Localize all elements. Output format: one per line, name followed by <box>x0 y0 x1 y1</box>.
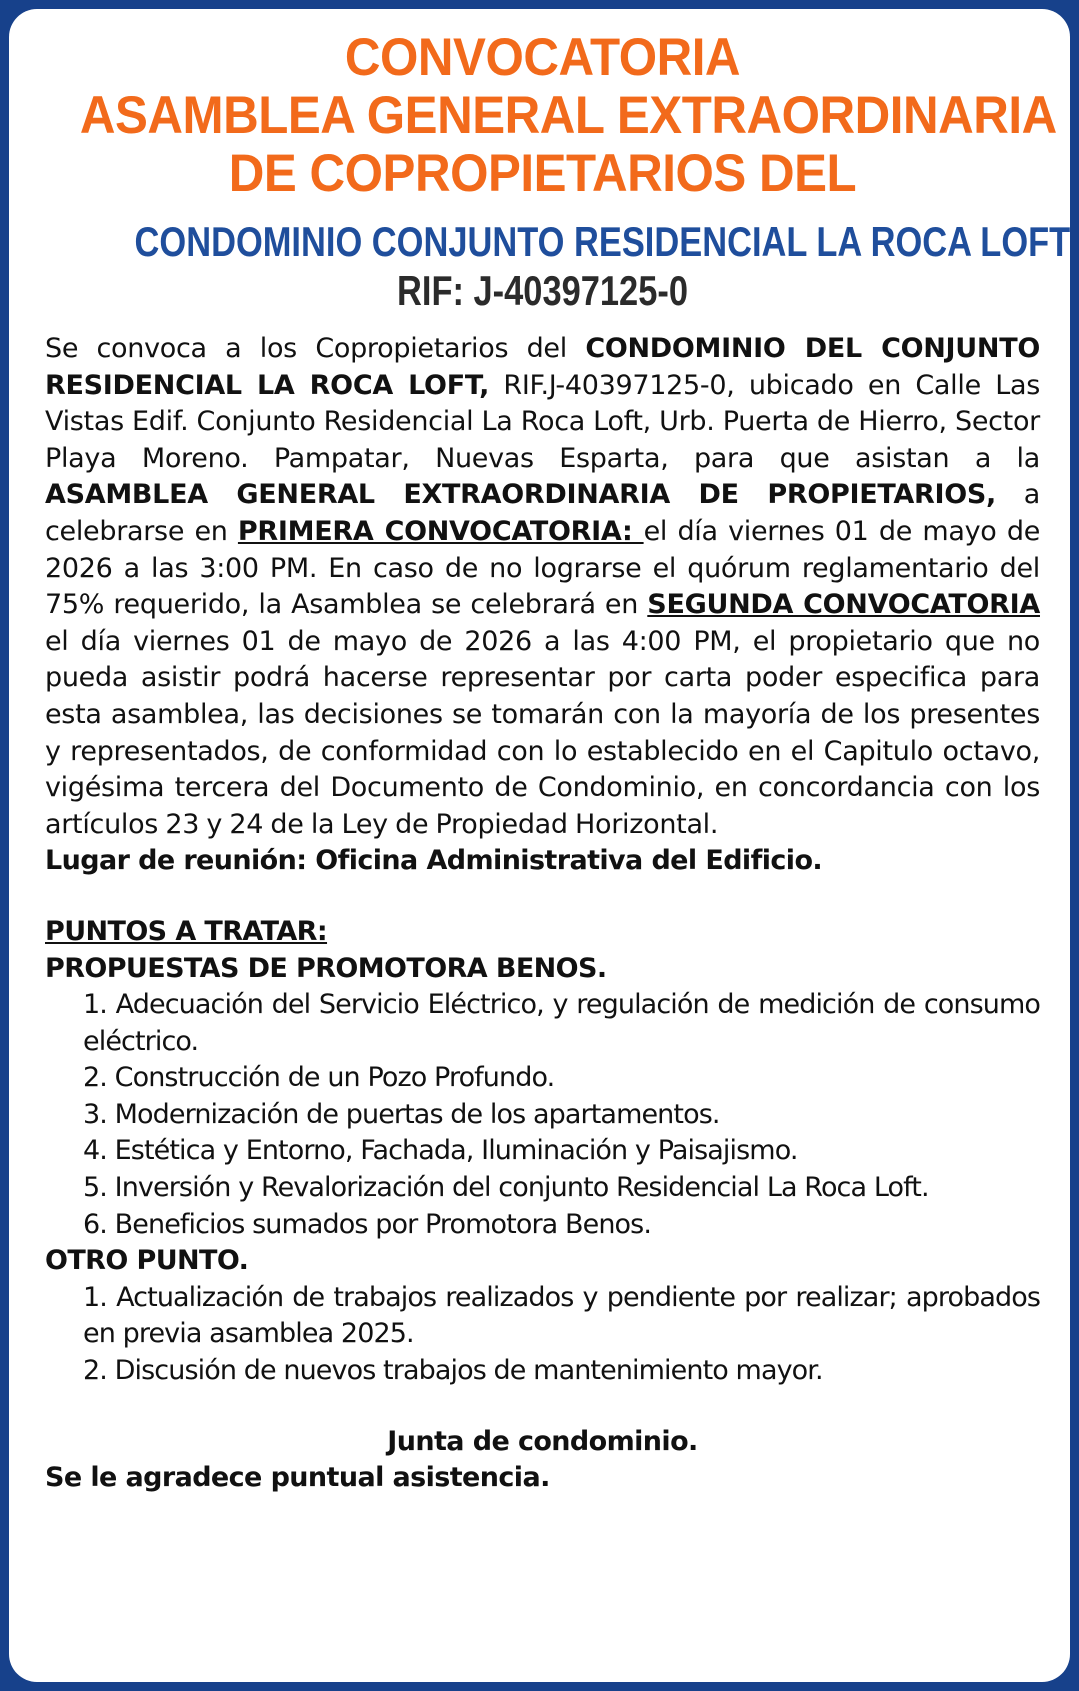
p1-d: ASAMBLEA GENERAL EXTRAORDINARIA DE PROPIETARIOS, <box>45 479 996 511</box>
condo-name: CONDOMINIO CONJUNTO RESIDENCIAL LA ROCA LOFT <box>134 218 1071 265</box>
list-item: 2. Discusión de nuevos trabajos de mantenimiento mayor. <box>83 1355 823 1387</box>
list-item: 3. Modernización de puertas de los apartamentos. <box>83 1098 720 1130</box>
list-item: 5. Inversión y Revalorización del conjunto Residencial La Roca Loft. <box>83 1172 929 1204</box>
p1-b: CONDOMINIO DEL CONJUNTO RESIDENCIAL LA ROCA LOFT, <box>45 333 1040 401</box>
list-item: 1. Actualización de trabajos realizados y pendiente por realizar; aprobados en previa asamblea 2025. <box>83 1281 1040 1350</box>
title-line-2: ASAMBLEA GENERAL EXTRAORDINARIA <box>79 86 1057 145</box>
notice-card <box>9 9 1070 1682</box>
lugar-reunion: Lugar de reunión: Oficina Administrativa del Edificio. <box>45 845 823 877</box>
agradecimiento: Se le agradece puntual asistencia. <box>45 1462 550 1494</box>
list-item: 1. Adecuación del Servicio Eléctrico, y regulación de medición de consumo eléctrico. <box>83 989 1040 1057</box>
p1-e: a celebrarse en <box>45 479 1040 547</box>
title-line-1: CONVOCATORIA <box>344 28 741 87</box>
otros-list <box>45 1280 1040 1390</box>
list-item: 2. Construcción de un Pozo Profundo. <box>83 1062 555 1094</box>
main-paragraph <box>45 331 1040 843</box>
otro-punto-heading: OTRO PUNTO. <box>45 1245 249 1277</box>
puntos-heading: PUNTOS A TRATAR: <box>45 915 328 947</box>
propuestas-list <box>45 987 1040 1243</box>
p1-i: el día viernes 01 de mayo de 2026 a las 4:00 PM, el propietario que no pueda asistir podrá hacerse representar por carta poder especifica para esta asamblea, las decisiones se tomarán con la mayoría de los presentes y representados, de conformidad con lo establecido en el Capitulo octavo, vigésima tercera del Documento de Condominio, en concordancia con los artículos 23 y 24 de la Ley de Propiedad Horizontal. <box>45 625 1040 840</box>
p1-a: Se convoca a los Copropietarios del <box>45 333 586 364</box>
p1-c: RIF.J-40397125-0, ubicado en Calle Las Vistas Edif. Conjunto Residencial La Roca Loft, Urb. Puerta de Hierro, Sector Playa Moreno. Pampatar, Nuevas Esparta, para que asistan a la <box>45 369 1041 474</box>
list-item: 6. Beneficios sumados por Promotora Benos. <box>83 1208 651 1240</box>
segunda-convocatoria: SEGUNDA CONVOCATORIA <box>647 589 1040 621</box>
condo-rif: RIF: J-40397125-0 <box>397 267 688 314</box>
primera-convocatoria: PRIMERA CONVOCATORIA: <box>237 515 644 547</box>
p1-g: el día viernes 01 de mayo de 2026 a las 3:00 PM. En caso de no lograrse el quórum reglamentario del 75% requerido, la Asamblea se celebrará en <box>45 515 1041 621</box>
propuestas-heading: PROPUESTAS DE PROMOTORA BENOS. <box>45 952 607 984</box>
title-line-3: DE COPROPIETARIOS DEL <box>228 144 857 203</box>
firma-junta: Junta de condominio. <box>387 1425 698 1457</box>
list-item: 4. Estética y Entorno, Fachada, Iluminación y Paisajismo. <box>83 1135 798 1167</box>
